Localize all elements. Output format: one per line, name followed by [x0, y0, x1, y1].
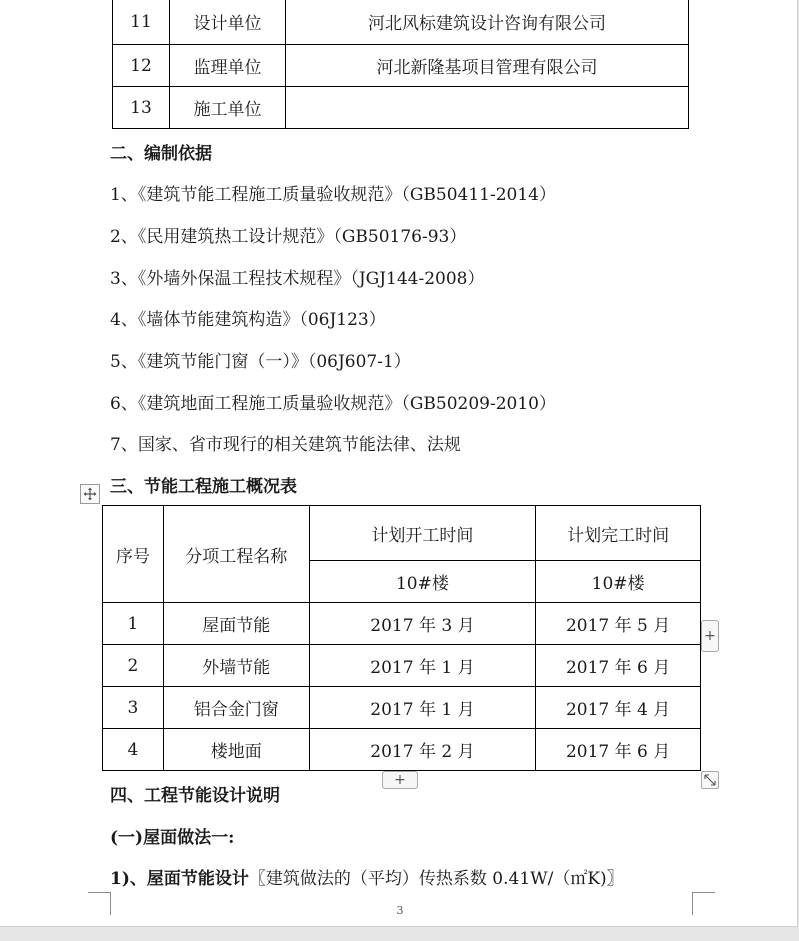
row-start: 2017 年 3 月	[309, 603, 536, 645]
unit-company: 河北新隆基项目管理有限公司	[286, 45, 689, 87]
header-start: 计划开工时间	[309, 506, 536, 561]
move-arrows-icon	[83, 487, 97, 501]
basis-item: 1、《建筑节能工程施工质量验收规范》（GB50411-2014）	[110, 185, 556, 205]
margin-crop-mark	[88, 892, 111, 915]
unit-num: 13	[113, 87, 170, 129]
row-no: 4	[103, 729, 164, 771]
unit-num: 12	[113, 45, 170, 87]
table-row	[113, 87, 689, 129]
schedule-table	[102, 505, 701, 771]
table-move-handle[interactable]	[80, 484, 100, 504]
subheader-start: 10#楼	[309, 561, 536, 603]
row-no: 2	[103, 645, 164, 687]
table-row	[103, 603, 701, 645]
unit-role: 施工单位	[170, 87, 286, 129]
row-name: 楼地面	[163, 729, 309, 771]
page-number: 3	[396, 904, 404, 917]
unit-role: 设计单位	[170, 0, 286, 45]
table-row	[103, 687, 701, 729]
basis-item: 5、《建筑节能门窗（一）》（06J607-1）	[110, 352, 411, 372]
basis-item: 6、《建筑地面工程施工质量验收规范》（GB50209-2010）	[110, 394, 556, 414]
row-no: 3	[103, 687, 164, 729]
row-name: 屋面节能	[163, 603, 309, 645]
row-start: 2017 年 1 月	[309, 645, 536, 687]
row-name: 外墙节能	[163, 645, 309, 687]
subheader-end: 10#楼	[536, 561, 701, 603]
basis-item: 3、《外墙外保温工程技术规程》（JGJ144-2008）	[110, 269, 485, 289]
table-header-row	[103, 506, 701, 561]
header-end: 计划完工时间	[536, 506, 701, 561]
roof-design-line	[110, 864, 624, 889]
unit-company	[286, 87, 689, 129]
header-name: 分项工程名称	[163, 506, 309, 603]
row-start: 2017 年 2 月	[309, 729, 536, 771]
unit-company: 河北风标建筑设计咨询有限公司	[286, 0, 689, 45]
section4-heading: 四、工程节能设计说明	[110, 786, 280, 806]
roof-design-label: 1)、屋面节能设计	[110, 869, 249, 889]
basis-item: 2、《民用建筑热工设计规范》（GB50176-93）	[110, 227, 467, 247]
table-row	[103, 729, 701, 771]
unit-table	[112, 0, 689, 129]
unit-role: 监理单位	[170, 45, 286, 87]
table-resize-handle[interactable]	[701, 771, 719, 789]
row-name: 铝合金门窗	[163, 687, 309, 729]
table-row	[113, 0, 689, 45]
section4-subheading: (一)屋面做法一:	[110, 828, 235, 848]
resize-diagonal-icon	[704, 774, 716, 786]
row-end: 2017 年 6 月	[536, 729, 701, 771]
table-row	[103, 645, 701, 687]
section2-heading: 二、编制依据	[110, 144, 212, 164]
row-end: 2017 年 4 月	[536, 687, 701, 729]
section3-heading: 三、节能工程施工概况表	[110, 477, 297, 497]
margin-crop-mark	[692, 892, 715, 915]
unit-num: 11	[113, 0, 170, 45]
row-start: 2017 年 1 月	[309, 687, 536, 729]
header-no: 序号	[103, 506, 164, 603]
row-end: 2017 年 5 月	[536, 603, 701, 645]
add-row-button[interactable]	[382, 771, 418, 789]
basis-item: 4、《墙体节能建筑构造》（06J123）	[110, 310, 386, 330]
roof-design-value: 〖建筑做法的（平均）传热系数 0.41W/（㎡K)〗	[248, 869, 624, 889]
plus-icon: +	[394, 772, 406, 788]
table-row	[113, 45, 689, 87]
row-end: 2017 年 6 月	[536, 645, 701, 687]
add-column-button[interactable]	[701, 620, 719, 652]
basis-item: 7、国家、省市现行的相关建筑节能法律、法规	[110, 435, 461, 455]
row-no: 1	[103, 603, 164, 645]
plus-icon: +	[704, 628, 716, 644]
